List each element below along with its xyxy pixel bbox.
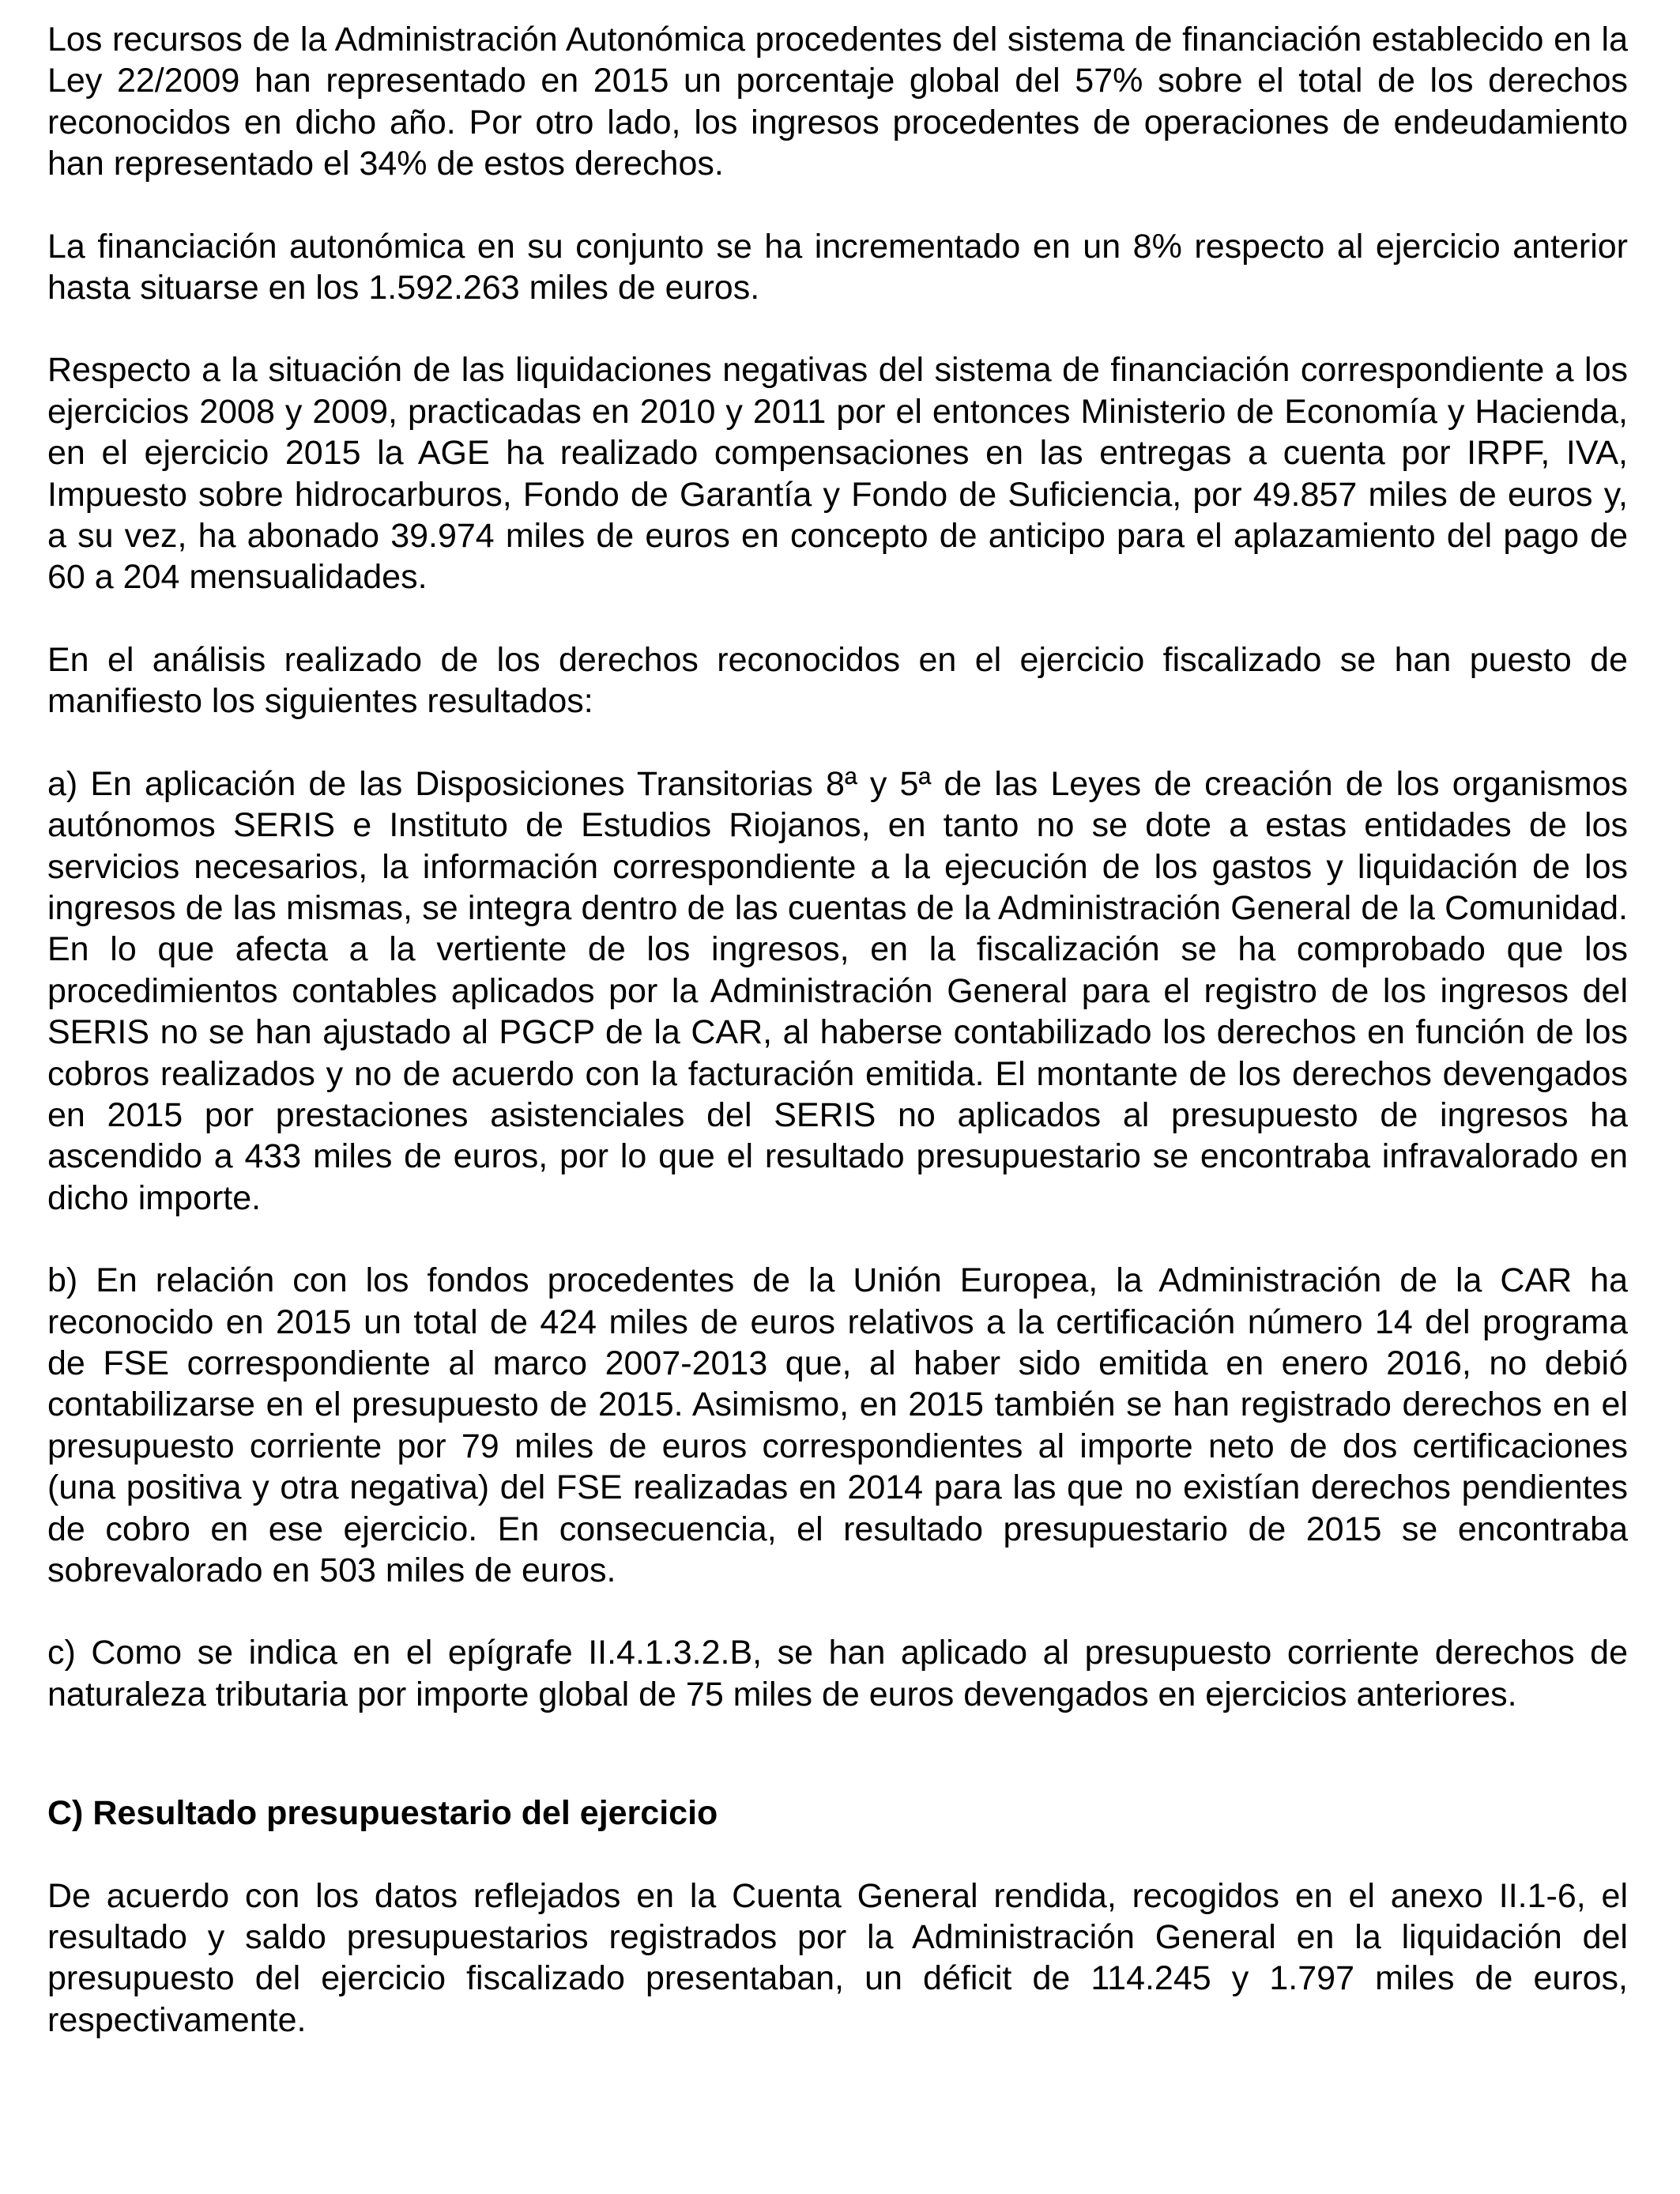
paragraph-financing-share: Los recursos de la Administración Autonómica procedentes del sistema de financiación establecido en la Ley 22/2009 han representado en 2015 un porcentaje global del 57% sobre el total de los derechos reconocidos en dicho año. Por otro lado, los ingresos procedentes de operaciones de endeudamiento han representado el 34% de estos derechos. xyxy=(47,21,1628,183)
paragraph-item-c: c) Como se indica en el epígrafe II.4.1.3.2.B, se han aplicado al presupuesto corriente derechos de naturaleza tributaria por importe global de 75 miles de euros devengados en ejercicios anteriores. xyxy=(47,1634,1628,1713)
paragraph-item-a: a) En aplicación de las Disposiciones Transitorias 8ª y 5ª de las Leyes de creación de los organismos autónomos SERIS e Instituto de Estudios Riojanos, en tanto no se dote a estas entidades de los servicios necesarios, la información correspondiente a la ejecución de los gastos y liquidación de los ingresos de las mismas, se integra dentro de las cuentas de la Administración General de la Comunidad. En lo que afecta a la vertiente de los ingresos, en la fiscalización se ha comprobado que los procedimientos contables aplicados por la Administración General para el registro de los ingresos del SERIS no se han ajustado al PGCP de la CAR, al haberse contabilizado los derechos en función de los cobros realizados y no de acuerdo con la facturación emitida. El montante de los derechos devengados en 2015 por prestaciones asistenciales del SERIS no aplicados al presupuesto de ingresos ha ascendido a 433 miles de euros, por lo que el resultado presupuestario se encontraba infravalorado en dicho importe. xyxy=(47,764,1628,1217)
paragraph-budget-result: De acuerdo con los datos reflejados en la Cuenta General rendida, recogidos en el anexo II.1-6, el resultado y saldo presupuestarios registrados por la Administración General en la liquidación del presupuesto del ejercicio fiscalizado presentaban, un déficit de 114.245 y 1.797 miles de euros, respectivamente. xyxy=(47,1876,1628,2039)
document-body xyxy=(47,19,1628,2041)
section-heading: C) Resultado presupuestario del ejercicio xyxy=(47,1794,718,1833)
paragraph-financing-growth: La financiación autonómica en su conjunto se ha incrementado en un 8% respecto al ejercicio anterior hasta situarse en los 1.592.263 miles de euros. xyxy=(47,227,1628,307)
paragraph-item-b: b) En relación con los fondos procedentes de la Unión Europea, la Administración de la CAR ha reconocido en 2015 un total de 424 miles de euros relativos a la certificación número 14 del programa de FSE correspondiente al marco 2007-2013 que, al haber sido emitida en enero 2016, no debió contabilizarse en el presupuesto de 2015. Asimismo, en 2015 también se han registrado derechos en el presupuesto corriente por 79 miles de euros correspondientes al importe neto de dos certificaciones (una positiva y otra negativa) del FSE realizadas en 2014 para las que no existían derechos pendientes de cobro en ese ejercicio. En consecuencia, el resultado presupuestario de 2015 se encontraba sobrevalorado en 503 miles de euros. xyxy=(47,1261,1628,1589)
paragraph-analysis-intro: En el análisis realizado de los derechos reconocidos en el ejercicio fiscalizado se han puesto de manifiesto los siguientes resultados: xyxy=(47,640,1628,721)
paragraph-negative-settlements: Respecto a la situación de las liquidaciones negativas del sistema de financiación correspondiente a los ejercicios 2008 y 2009, practicadas en 2010 y 2011 por el entonces Ministerio de Economía y Hacienda, en el ejercicio 2015 la AGE ha realizado compensaciones en las entregas a cuenta por IRPF, IVA, Impuesto sobre hidrocarburos, Fondo de Garantía y Fondo de Suficiencia, por 49.857 miles de euros y, a su vez, ha abonado 39.974 miles de euros en concepto de anticipo para el aplazamiento del pago de 60 a 204 mensualidades. xyxy=(47,351,1628,597)
